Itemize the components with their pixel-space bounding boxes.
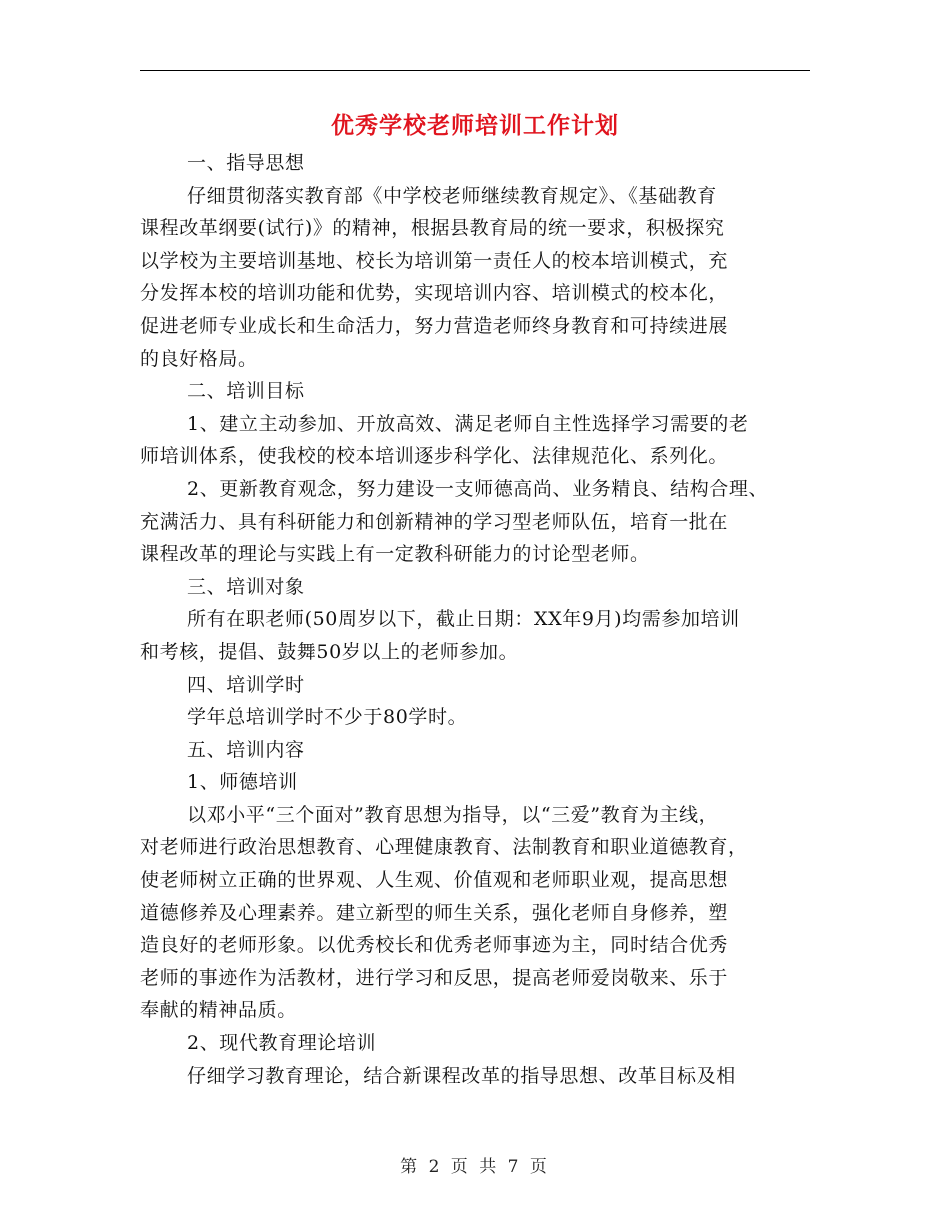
header-rule bbox=[140, 70, 810, 71]
body-line: 道德修养及心理素养。建立新型的师生关系，强化老师自身修养，塑 bbox=[140, 901, 729, 924]
body-line: 1、师德培训 bbox=[187, 771, 298, 794]
body-line: 以学校为主要培训基地、校长为培训第一责任人的校本培训模式，充 bbox=[140, 249, 729, 272]
body-line: 奉献的精神品质。 bbox=[140, 999, 297, 1022]
body-line: 师培训体系，使我校的校本培训逐步科学化、法律规范化、系列化。 bbox=[140, 445, 729, 468]
body-line: 分发挥本校的培训功能和优势，实现培训内容、培训模式的校本化， bbox=[140, 282, 729, 305]
body-line: 仔细贯彻落实教育部《中学校老师继续教育规定》、《基础教育 bbox=[187, 184, 717, 207]
body-line: 充满活力、具有科研能力和创新精神的学习型老师队伍，培育一批在 bbox=[140, 510, 729, 533]
body-line: 和考核，提倡、鼓舞50岁以上的老师参加。 bbox=[140, 640, 519, 663]
body-line: 学年总培训学时不少于80学时。 bbox=[187, 706, 468, 729]
document-title: 优秀学校老师培训工作计划 bbox=[331, 112, 619, 139]
body-line: 使老师树立正确的世界观、人生观、价值观和老师职业观，提高思想 bbox=[140, 869, 729, 892]
body-line: 五、培训内容 bbox=[187, 738, 305, 761]
body-line: 2、现代教育理论培训 bbox=[187, 1032, 377, 1055]
body-line: 一、指导思想 bbox=[187, 152, 305, 174]
body-line: 对老师进行政治思想教育、心理健康教育、法制教育和职业道德教育， bbox=[140, 836, 748, 859]
body-line: 四、培训学时 bbox=[187, 673, 305, 696]
body-line: 1、建立主动参加、开放高效、满足老师自主性选择学习需要的老 bbox=[187, 412, 749, 435]
body-line: 所有在职老师(50周岁以下，截止日期：XX年9月)均需参加培训 bbox=[187, 608, 740, 631]
body-line: 课程改革的理论与实践上有一定教科研能力的讨论型老师。 bbox=[140, 543, 650, 566]
body-line: 促进老师专业成长和生命活力，努力营造老师终身教育和可持续进展 bbox=[140, 314, 729, 337]
body-line: 老师的事迹作为活教材，进行学习和反思，提高老师爱岗敬来、乐于 bbox=[140, 966, 729, 989]
body-line: 二、培训目标 bbox=[187, 380, 305, 403]
page-number: 第 2 页 共 7 页 bbox=[400, 1157, 550, 1177]
body-line: 三、培训对象 bbox=[187, 575, 305, 598]
body-line: 仔细学习教育理论，结合新课程改革的指导思想、改革目标及相 bbox=[187, 1064, 736, 1087]
body-line: 的良好格局。 bbox=[140, 347, 258, 370]
document-body bbox=[140, 147, 812, 1092]
body-line: 课程改革纲要(试行)》的精神，根据县教育局的统一要求，积极探究 bbox=[140, 217, 725, 240]
body-line: 以邓小平“三个面对”教育思想为指导，以“三爱”教育为主线， bbox=[187, 803, 719, 826]
body-line: 造良好的老师形象。以优秀校长和优秀老师事迹为主，同时结合优秀 bbox=[140, 934, 729, 957]
body-line: 2、更新教育观念，努力建设一支师德高尚、业务精良、结构合理、 bbox=[187, 477, 769, 500]
